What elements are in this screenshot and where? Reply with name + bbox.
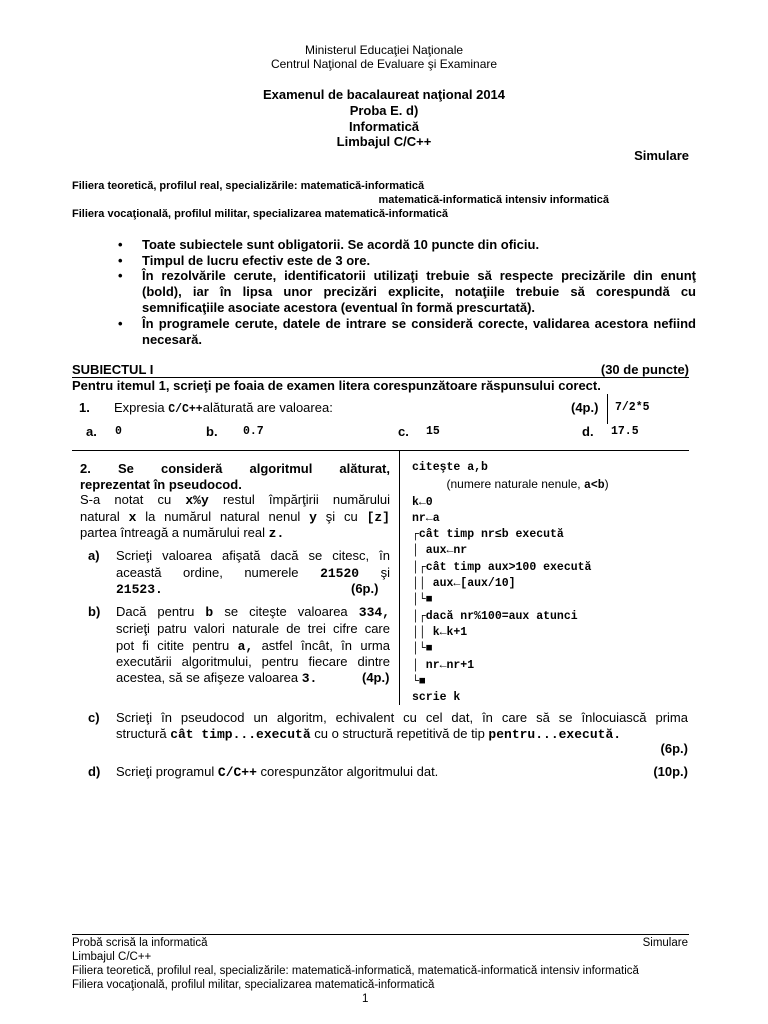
instruction-3-text: În rezolvările cerute, identificatorii utilizaţi trebuie să respecte precizările din enunţ (bold), iar în lipsa unor precizări explicite, notaţiile trebuie să corespundă cu semnificaţiile asociate acestora (eventual în formă prescurtată). xyxy=(142,268,696,315)
q1-points: (4p.) xyxy=(571,400,599,415)
q2c-label: c) xyxy=(88,710,100,725)
footer-line-1: Probă scrisă la informatică xyxy=(72,937,208,949)
ps-line-4: nr←a xyxy=(412,511,440,525)
q2b-l5a: acestea, să se afişeze valoarea xyxy=(116,670,299,685)
q2d-points: (10p.) xyxy=(653,764,688,779)
exam-subject: Informatică xyxy=(348,119,420,134)
footer-line-3: Filiera teoretică, profilul real, specializările: matematică-informatică, matematică-informatică intensiv informatică xyxy=(72,965,639,977)
center-name: Centrul Naţional de Evaluare şi Examinare xyxy=(270,57,498,71)
q2-d1b: restul împărţirii numărului xyxy=(222,492,390,507)
q2b-l5-code: 3. xyxy=(301,671,318,686)
footer-line-4: Filiera vocaţională, profilul militar, specializarea matematică-informatică xyxy=(72,979,435,991)
q1-expr-divider xyxy=(607,394,608,424)
q2a-line2 xyxy=(116,565,390,583)
q2c-line1: Scrieţi în pseudocod un algoritm, echivalent cu cel dat, în care să se înlocuiască prima xyxy=(116,710,688,725)
q1-text-a: Expresia xyxy=(114,400,165,415)
instruction-4-text: În programele cerute, datele de intrare se consideră corecte, validarea acestora nefiind necesară. xyxy=(142,316,696,347)
q2a-points: (6p.) xyxy=(351,581,379,596)
ps-line-7: │┌cât timp aux>100 execută xyxy=(412,560,592,574)
exam-language: Limbajul C/C++ xyxy=(336,134,432,149)
ps-line-14: └■ xyxy=(412,674,426,688)
ps-line-11: ││ k←k+1 xyxy=(412,625,468,639)
ps-line-6: │ aux←nr xyxy=(412,544,468,558)
q2-d2-code2: y xyxy=(309,510,317,525)
instruction-1: • Toate subiectele sunt obligatorii. Se acordă 10 puncte din oficiu. xyxy=(118,237,696,253)
q1-number: 1. xyxy=(79,400,90,415)
page-number: 1 xyxy=(362,993,369,1005)
instruction-3: • În rezolvările cerute, identificatorii utilizaţi trebuie să respecte precizările din enunţ (bold), iar în lipsa unor precizări explicite, notaţiile trebuie să corespundă cu semnificaţiile asociate acestora (eventual în formă prescurtată). xyxy=(118,268,696,315)
filiera-line-3: Filiera vocaţională, profilul militar, specializarea matematică-informatică xyxy=(72,208,448,220)
q2a-line3 xyxy=(116,581,163,599)
footer-simulare: Simulare xyxy=(642,937,688,949)
ps-line-13: │ nr←nr+1 xyxy=(412,658,475,672)
subject-points: (30 de puncte) xyxy=(600,362,689,377)
q2b-points: (4p.) xyxy=(362,670,390,685)
q2d-l1b: corespunzător algoritmului dat. xyxy=(260,764,439,779)
q2-d2b: la numărul natural nenul xyxy=(145,509,301,524)
instruction-2: • Timpul de lucru efectiv este de 3 ore. xyxy=(118,253,696,269)
ps-line-2a: (numere naturale nenule, xyxy=(446,477,584,492)
q2d-label: d) xyxy=(88,764,101,779)
q1-option-d-value: 17.5 xyxy=(611,425,639,438)
q2a-l2a: această ordine, numerele xyxy=(116,565,299,580)
q2a-line1: Scrieţi valoarea afişată dacă se citesc, în xyxy=(116,548,390,563)
q2b-line4: executării algoritmului, pentru fiecare dintre xyxy=(116,654,390,669)
q2c-code-1: cât timp...execută xyxy=(170,727,311,742)
q2b-value: 334, xyxy=(358,605,390,620)
q2-d3: partea întreagă a numărului real xyxy=(80,525,266,540)
q2b-line2: scrieţi patru valori naturale de trei cifre care xyxy=(116,621,390,636)
q2-d2a: natural xyxy=(80,509,120,524)
q1-code: C/C++ xyxy=(168,403,203,416)
q2d-l1a: Scrieţi programul xyxy=(116,764,215,779)
instruction-1-text: Toate subiectele sunt obligatorii. Se acordă 10 puncte din oficiu. xyxy=(142,237,540,252)
q2-d2-code: x xyxy=(128,510,137,525)
ps-line-8: ││ aux←[aux/10] xyxy=(412,577,516,591)
q2-d3-code: z. xyxy=(268,526,285,541)
q1-option-c-letter: c. xyxy=(398,424,409,439)
instruction-2-text: Timpul de lucru efectiv este de 3 ore. xyxy=(142,253,371,268)
footer-divider xyxy=(72,934,689,935)
q2-heading-line1: 2. Se consideră algoritmul alăturat, xyxy=(80,461,390,476)
q2-desc-line1 xyxy=(80,492,390,510)
instruction-4: • În programele cerute, datele de intrare se consideră corecte, validarea acestora nefiind necesară. xyxy=(118,316,696,347)
q2-d2-code3: [z] xyxy=(366,510,390,525)
ps-line-1: citeşte a,b xyxy=(412,461,488,474)
q2b-line3 xyxy=(116,638,390,656)
ministry-name: Ministerul Educaţiei Naţionale xyxy=(304,43,464,57)
ps-line-2c: a<b xyxy=(583,479,605,493)
ps-line-9: │└■ xyxy=(412,593,433,607)
q2a-number-1: 21520 xyxy=(320,566,360,581)
q2-desc-line2 xyxy=(80,509,390,527)
filiera-line-2: matematică-informatică intensiv informatică xyxy=(378,194,609,206)
ps-line-5: ┌cât timp nr≤b execută xyxy=(412,528,564,542)
q2a-number-2: 21523. xyxy=(116,582,163,597)
q2-d1-code: x%y xyxy=(185,493,209,508)
subject-title: SUBIECTUL I xyxy=(72,362,154,377)
q2-d1: S-a notat cu xyxy=(80,492,172,507)
q2b-l1b: se citeşte valoarea xyxy=(224,604,348,619)
q1-option-b-value: 0.7 xyxy=(243,425,264,438)
q2-column-divider xyxy=(399,450,400,705)
q2a-l2b: şi xyxy=(380,565,390,580)
q2-desc-line3 xyxy=(80,525,284,543)
q2-heading-line2: reprezentat în pseudocod. xyxy=(80,477,242,492)
q2b-line5 xyxy=(116,670,317,688)
q1-text xyxy=(114,400,333,419)
pseudocode-block xyxy=(412,460,609,706)
q2c-code-2: pentru...execută. xyxy=(488,727,622,742)
ps-line-3: k←0 xyxy=(412,495,433,509)
q2c-l2b: cu o structură repetitivă de tip xyxy=(314,726,485,741)
q2a-label: a) xyxy=(88,548,100,563)
q1-option-c-value: 15 xyxy=(426,425,440,438)
q2b-var: b xyxy=(205,605,214,620)
q2c-line2 xyxy=(116,726,621,744)
ps-line-2b: ) xyxy=(604,477,609,492)
q1-text-b: alăturată are valoarea: xyxy=(202,400,333,415)
q2b-l3-code: a, xyxy=(237,639,254,654)
q2c-l2a: structură xyxy=(116,726,167,741)
ps-line-15: scrie k xyxy=(412,691,461,705)
subject-intro: Pentru itemul 1, scrieţi pe foaia de examen litera corespunzătoare răspunsului corect. xyxy=(72,378,601,393)
exam-title: Examenul de bacalaureat naţional 2014 xyxy=(262,87,506,102)
q2-top-divider xyxy=(72,450,689,451)
q2c-points: (6p.) xyxy=(660,741,688,756)
q2b-l1a: Dacă pentru xyxy=(116,604,195,619)
exam-proba: Proba E. d) xyxy=(349,103,419,118)
ps-line-10: │┌dacă nr%100=aux atunci xyxy=(412,609,578,623)
footer-line-2: Limbajul C/C++ xyxy=(72,951,152,963)
q2d-line1 xyxy=(116,764,438,782)
filiera-line-1: Filiera teoretică, profilul real, specializările: matematică-informatică xyxy=(72,180,425,192)
q1-option-d-letter: d. xyxy=(582,424,594,439)
q2-d2d: şi cu xyxy=(325,509,358,524)
simulare-label: Simulare xyxy=(634,148,689,163)
ps-line-12: │└■ xyxy=(412,642,433,656)
q1-expression: 7/2*5 xyxy=(615,401,650,414)
q1-option-b-letter: b. xyxy=(206,424,218,439)
q2b-line1 xyxy=(116,604,390,622)
q2d-code: C/C++ xyxy=(217,765,257,780)
q2b-label: b) xyxy=(88,604,101,619)
q2b-l3a: pot fi citite pentru xyxy=(116,638,230,653)
q1-option-a-letter: a. xyxy=(86,424,97,439)
q1-option-a-value: 0 xyxy=(115,425,122,438)
q2b-l3b: astfel încât, în urma xyxy=(261,638,390,653)
